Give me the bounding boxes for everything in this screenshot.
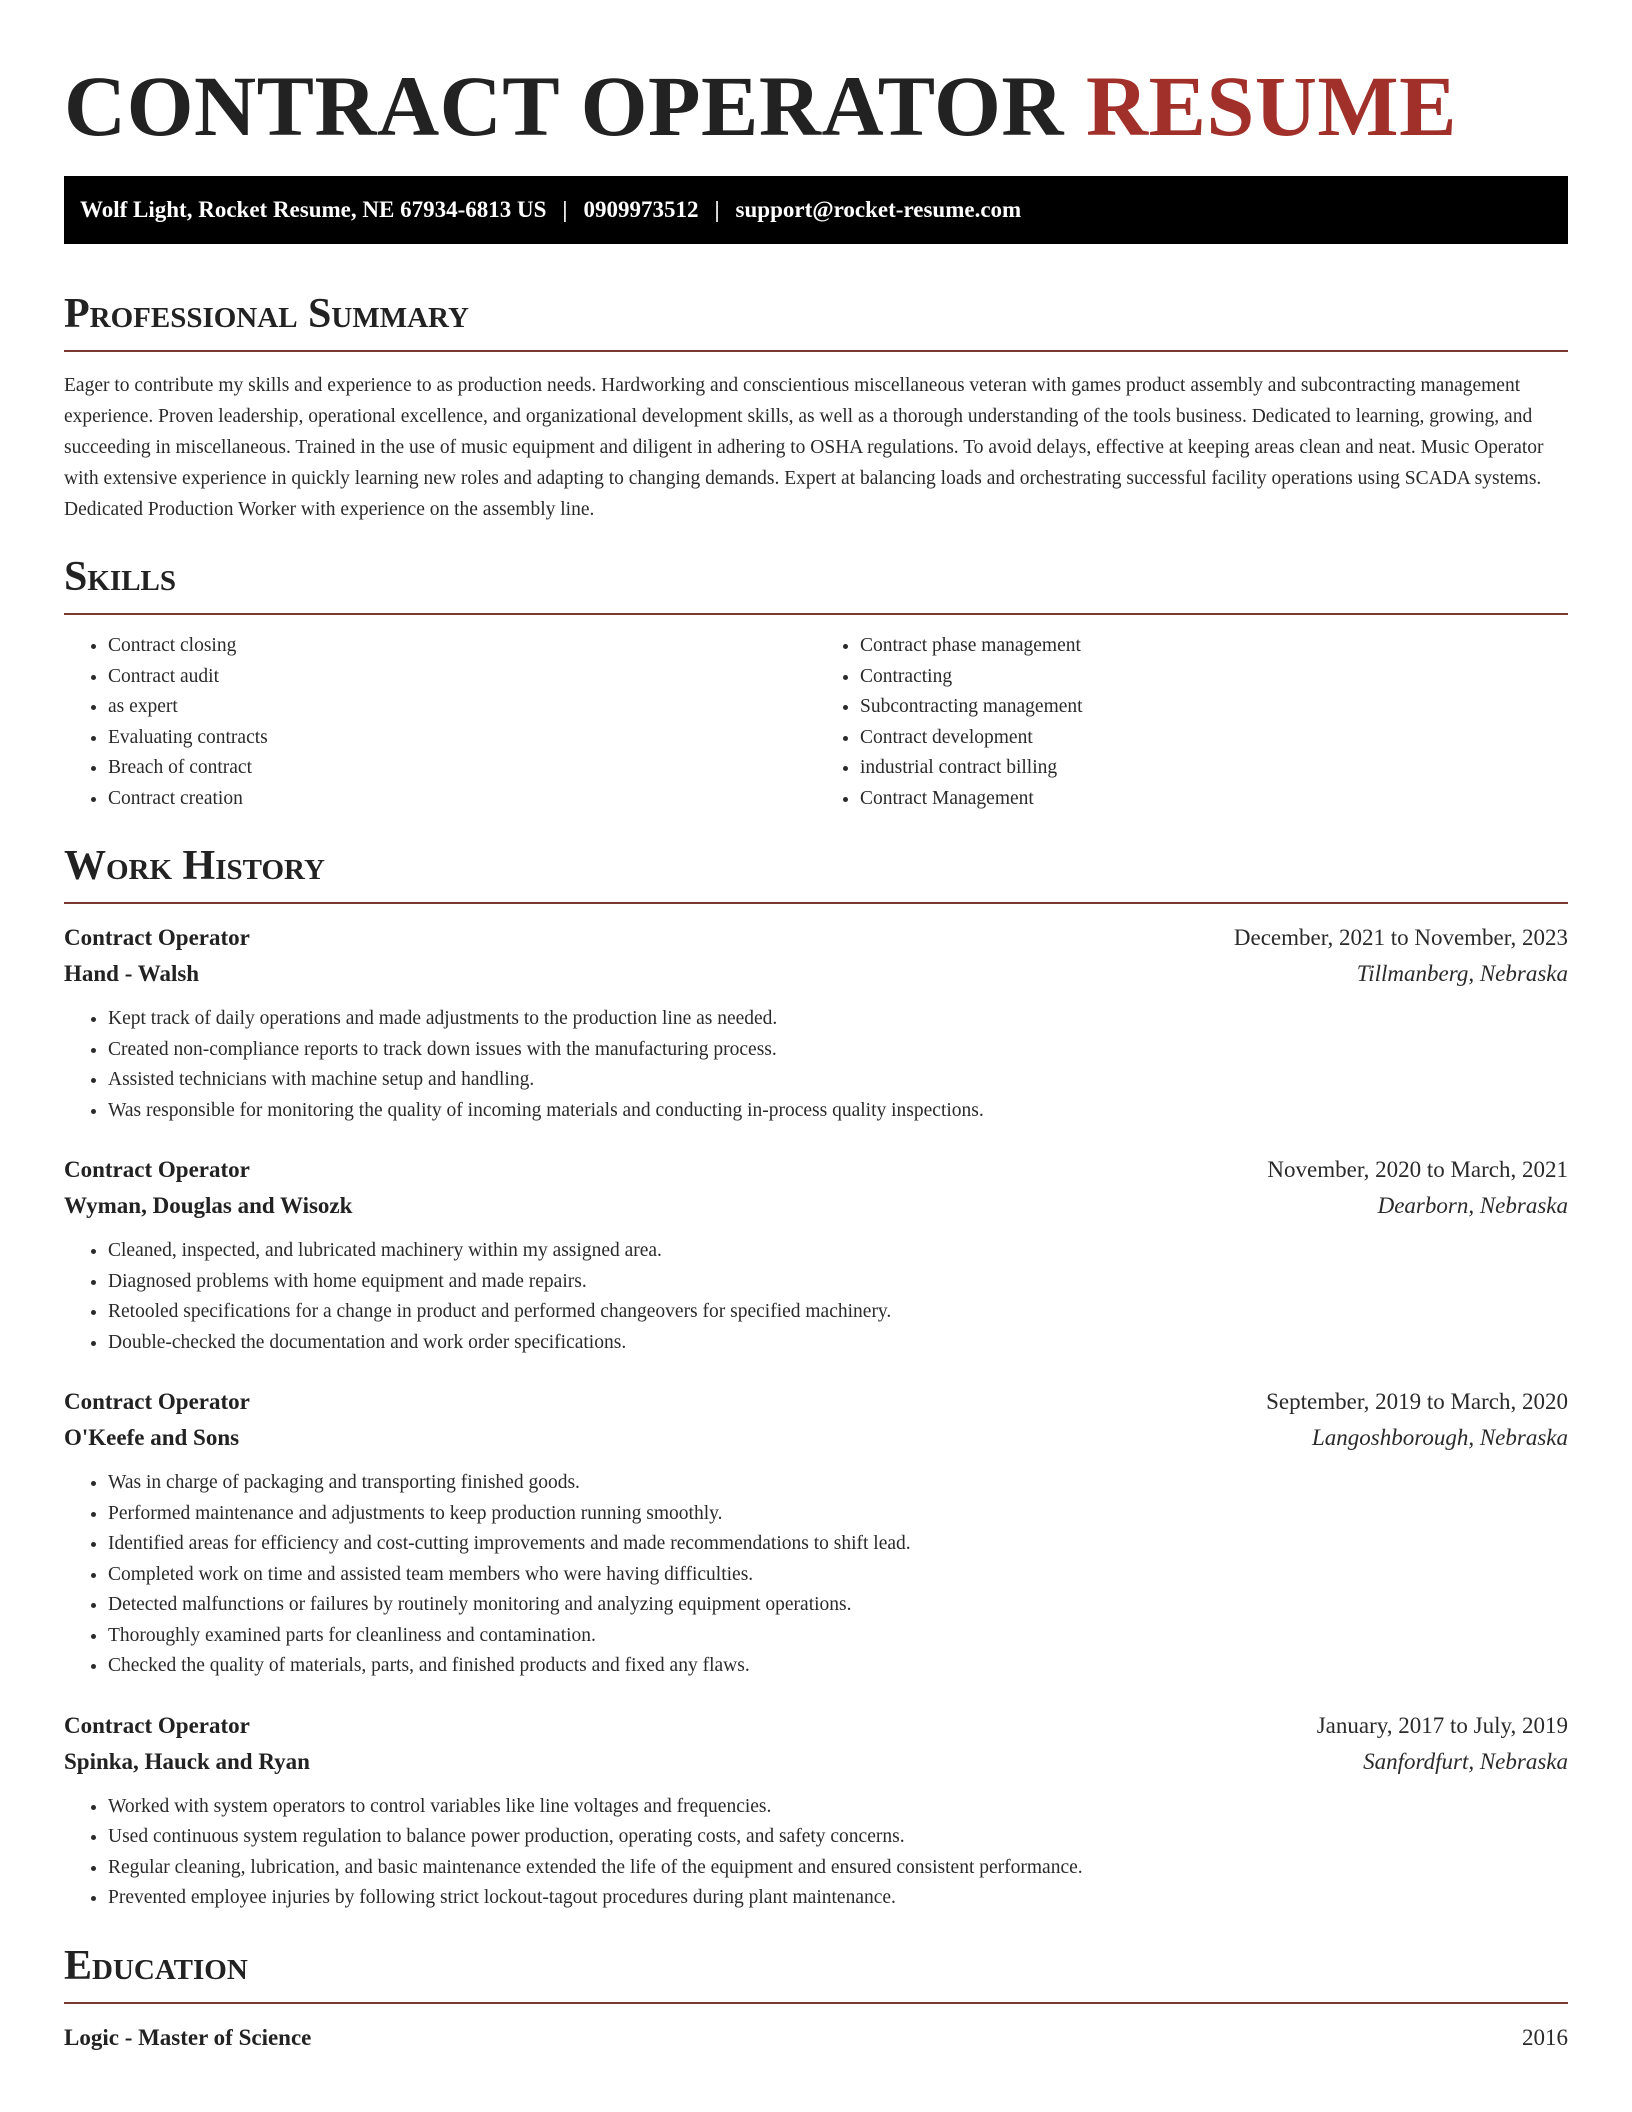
- skill-item: • Contract audit: [108, 662, 816, 693]
- job-company: Spinka, Hauck and Ryan: [64, 1748, 310, 1774]
- job-dates: September, 2019 to March, 2020: [1266, 1389, 1568, 1414]
- job-bullets: [64, 1468, 1568, 1682]
- job-title: Contract Operator: [64, 1712, 250, 1738]
- section-divider: [64, 613, 1568, 615]
- job-bullet: • Double-checked the documentation and work order specifications.: [108, 1328, 1568, 1359]
- job-bullet: • Was in charge of packaging and transporting finished goods.: [108, 1468, 1568, 1499]
- skills-column-left: [64, 631, 816, 814]
- job-bullet: • Kept track of daily operations and made adjustments to the production line as needed.: [108, 1004, 1568, 1035]
- contact-address: Wolf Light, Rocket Resume, NE 67934-6813 US: [80, 197, 547, 222]
- job-location: Sanfordfurt, Nebraska: [1363, 1748, 1568, 1774]
- job-title: Contract Operator: [64, 1389, 250, 1414]
- skill-item: • industrial contract billing: [860, 753, 1568, 784]
- job-location: Langoshborough, Nebraska: [1312, 1425, 1568, 1450]
- job-dates: December, 2021 to November, 2023: [1233, 925, 1568, 950]
- skill-item: • as expert: [108, 692, 816, 723]
- section-heading-education: Education: [64, 1942, 248, 1989]
- contact-separator: |: [562, 197, 568, 222]
- skill-item: • Contract Management: [860, 784, 1568, 815]
- job-entry: [64, 920, 1568, 1126]
- section-divider: [64, 902, 1568, 904]
- job-bullet: • Checked the quality of materials, parts, and finished products and fixed any flaws.: [108, 1651, 1568, 1682]
- section-divider: [64, 2002, 1568, 2004]
- job-bullet: • Regular cleaning, lubrication, and basic maintenance extended the life of the equipment and ensured consistent performance.: [108, 1853, 1568, 1884]
- contact-bar: [64, 176, 1568, 244]
- skill-item: • Contract creation: [108, 784, 816, 815]
- job-location: Tillmanberg, Nebraska: [1356, 961, 1568, 986]
- job-bullet: • Assisted technicians with machine setup and handling.: [108, 1065, 1568, 1096]
- section-divider: [64, 350, 1568, 352]
- job-bullet: • Worked with system operators to control variables like line voltages and frequencies.: [108, 1792, 1568, 1823]
- job-bullets: [64, 1792, 1568, 1914]
- job-company: Hand - Walsh: [64, 961, 200, 986]
- job-location: Dearborn, Nebraska: [1377, 1193, 1568, 1218]
- section-heading-skills: Skills: [64, 554, 177, 600]
- skill-item: • Contract closing: [108, 631, 816, 662]
- job-bullet: • Cleaned, inspected, and lubricated machinery within my assigned area.: [108, 1236, 1568, 1267]
- section-heading-work-history: Work History: [64, 843, 325, 889]
- job-bullet: • Identified areas for efficiency and cost-cutting improvements and made recommendations to shift lead.: [108, 1529, 1568, 1560]
- education-degree: Logic - Master of Science: [64, 2024, 312, 2050]
- title-accent: RESUME: [1086, 58, 1457, 154]
- education-section: [64, 1940, 1568, 2056]
- resume-title: [64, 0, 1568, 156]
- skill-item: • Breach of contract: [108, 753, 816, 784]
- title-main: CONTRACT OPERATOR: [64, 58, 1065, 154]
- section-heading-summary: Professional Summary: [64, 291, 469, 337]
- job-bullet: • Thoroughly examined parts for cleanliness and contamination.: [108, 1621, 1568, 1652]
- skills-column-right: [816, 631, 1568, 814]
- job-bullet: • Diagnosed problems with home equipment and made repairs.: [108, 1267, 1568, 1298]
- job-entry: [64, 1152, 1568, 1358]
- skill-item: • Contract development: [860, 723, 1568, 754]
- job-bullets: [64, 1236, 1568, 1358]
- job-bullet: • Used continuous system regulation to balance power production, operating costs, and safety concerns.: [108, 1822, 1568, 1853]
- contact-email: support@rocket-resume.com: [735, 197, 1022, 222]
- skill-item: • Evaluating contracts: [108, 723, 816, 754]
- job-company: Wyman, Douglas and Wisozk: [64, 1193, 353, 1218]
- job-bullet: • Detected malfunctions or failures by routinely monitoring and analyzing equipment operations.: [108, 1590, 1568, 1621]
- skill-item: • Subcontracting management: [860, 692, 1568, 723]
- job-bullets: [64, 1004, 1568, 1126]
- job-dates: November, 2020 to March, 2021: [1267, 1157, 1568, 1182]
- skills-section: [64, 551, 1568, 814]
- skill-item: • Contract phase management: [860, 631, 1568, 662]
- job-bullet: • Prevented employee injuries by following strict lockout-tagout procedures during plant maintenance.: [108, 1883, 1568, 1914]
- work-history-section: [64, 840, 1568, 1914]
- job-company: O'Keefe and Sons: [64, 1425, 240, 1450]
- job-bullet: • Created non-compliance reports to track down issues with the manufacturing process.: [108, 1035, 1568, 1066]
- job-dates: January, 2017 to July, 2019: [1316, 1712, 1568, 1738]
- skill-item: • Contracting: [860, 662, 1568, 693]
- education-entry: [64, 2020, 1568, 2056]
- job-title: Contract Operator: [64, 1157, 250, 1182]
- job-entry: [64, 1384, 1568, 1682]
- job-bullet: • Completed work on time and assisted team members who were having difficulties.: [108, 1560, 1568, 1591]
- job-bullet: • Retooled specifications for a change in product and performed changeovers for specified machinery.: [108, 1297, 1568, 1328]
- contact-separator: |: [714, 197, 720, 222]
- education-year: 2016: [1522, 2024, 1568, 2050]
- job-title: Contract Operator: [64, 925, 250, 950]
- summary-section: [64, 288, 1568, 525]
- job-bullet: • Was responsible for monitoring the quality of incoming materials and conducting in-process quality inspections.: [108, 1096, 1568, 1127]
- summary-text: Eager to contribute my skills and experience to as production needs. Hardworking and conscientious miscellaneous veteran with games product assembly and subcontracting management experience. Proven leadership, operational excellence, and organizational development skills, as well as a thorough understanding of the tools business. Dedicated to learning, growing, and succeeding in miscellaneous. Trained in the use of music equipment and diligent in adhering to OSHA regulations. To avoid delays, effective at keeping areas clean and neat. Music Operator with extensive experience in quickly learning new roles and adapting to changing demands. Expert at balancing loads and orchestrating successful facility operations using SCADA systems. Dedicated Production Worker with experience on the assembly line.: [64, 375, 1544, 520]
- job-bullet: • Performed maintenance and adjustments to keep production running smoothly.: [108, 1499, 1568, 1530]
- contact-phone: 0909973512: [583, 197, 699, 222]
- skills-grid: [64, 631, 1568, 814]
- job-entry: [64, 1708, 1568, 1914]
